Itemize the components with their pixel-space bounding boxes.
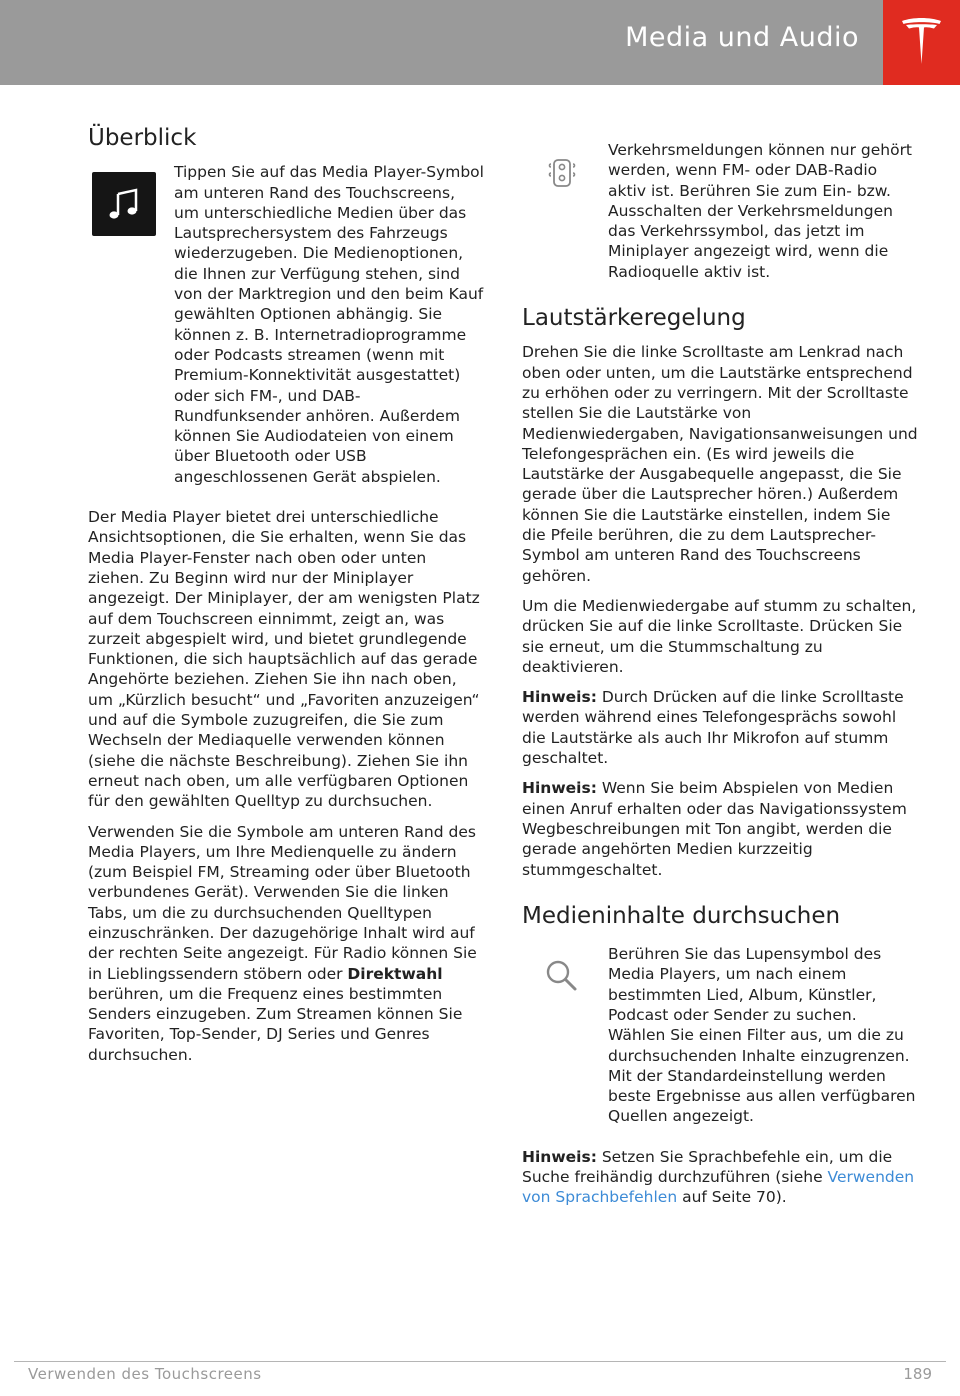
search-heading: Medieninhalte durchsuchen (522, 902, 841, 929)
voice-commands-link[interactable]: Verwenden von Sprachbefehlen (522, 1168, 915, 1207)
overview-heading: Überblick (88, 125, 197, 151)
volume-note-2: Hinweis: Wenn Sie beim Abspielen von Medien einen Anruf erhalten oder das Navigationssystem Wegbeschreibungen mit Ton angibt, werden die gerade angehörten Medien kurzzeitig stummgeschaltet. (522, 779, 907, 879)
volume-note-1: Hinweis: Durch Drücken auf die linke Scrolltaste werden während eines Telefongesprächs sowohl die Lautstärke als auch Ihr Mikrofon auf stumm geschaltet. (522, 688, 904, 768)
overview-paragraph-1: Der Media Player bietet drei unterschiedliche Ansichtsoptionen, die Sie erhalten, wenn Sie das Media Player-Fenster nach oben oder unten ziehen. Zu Beginn wird nur der Miniplayer angezeigt. Der Miniplayer, der am wenigsten Platz auf dem Touchscreen einnimmt, zeigt an, was zurzeit abgespielt wird, und bietet grundlegende Funktionen, die sich hauptsächlich auf das gerade Angehörte beziehen. Ziehen Sie ihn nach oben, um „Kürzlich besucht“ und „Favoriten anzuzeigen“ und auf die Symbole zuzugreifen, die Sie zum Wechseln der Mediaquelle verwenden können (siehe die nächste Beschreibung). Ziehen Sie ihn erneut nach oben, um alle verfügbaren Optionen für den gewählten Quelltyp zu durchsuchen. (88, 508, 480, 811)
music-note-icon (92, 172, 156, 236)
direct-tune-term: Direktwahl (347, 964, 443, 983)
traffic-note (522, 140, 918, 282)
right-column (522, 140, 918, 1218)
search-note-hint: Hinweis: Setzen Sie Sprachbefehle ein, um die Suche freihändig durchzuführen (siehe Verwenden von Sprachbefehlen auf Seite 70). (522, 1147, 915, 1207)
tesla-logo-icon (901, 16, 942, 68)
media-player-note-text: Tippen Sie auf das Media Player-Symbol am unteren Rand des Touchscreens, um unterschiedliche Medien über das Lautsprechersystem des Fahrzeugs wiederzugeben. Die Medienoptionen, die Ihnen zur Verfügung stehen, sind von der Marktregion und den beim Kauf gewählten Optionen abhängig. Sie können z. B. Internetradioprogramme oder Podcasts streamen (wenn mit Premium-Konnektivität ausgestattet) oder sich FM-, und DAB-Rundfunksender anhören. Außerdem können Sie Audiodateien von einem über Bluetooth oder USB angeschlossenen Gerät abspielen. (174, 163, 484, 486)
page-header (0, 0, 883, 85)
search-note (522, 944, 918, 1127)
media-player-note (88, 162, 484, 487)
magnifier-icon (544, 958, 580, 994)
traffic-light-icon (548, 156, 576, 192)
search-note-text: Berühren Sie das Lupensymbol des Media Players, um nach einem bestimmten Lied, Album, Künstler, Podcast oder Sender zu suchen. Wählen Sie einen Filter aus, um die zu durchsuchenden Inhalte einzugrenzen. Mit der Standardeinstellung werden beste Ergebnisse aus allen verfügbaren Quellen angezeigt. (608, 945, 916, 1126)
volume-paragraph-1: Drehen Sie die linke Scrolltaste am Lenkrad nach oben oder unten, um die Lautstärke entsprechend zu erhöhen oder zu verringern. Mit der Scrolltaste stellen Sie die Lautstärke von Medienwiedergaben, Navigationsanweisungen und Telefongesprächen ein. (Es wird jeweils die Lautstärke der Ausgabequelle angepasst, die Sie gerade über die Lautsprecher hören.) Außerdem können Sie die Lautstärke einstellen, indem Sie die Pfeile berühren, die zu dem Lautsprecher-Symbol am unteren Rand des Touchscreens gehören. (522, 343, 918, 585)
footer-divider (14, 1361, 946, 1362)
page-number: 189 (903, 1365, 932, 1383)
footer-section-title: Verwenden des Touchscreens (28, 1365, 262, 1383)
brand-logo (883, 0, 960, 85)
left-column (88, 125, 484, 1075)
volume-paragraph-2: Um die Medienwiedergabe auf stumm zu schalten, drücken Sie auf die linke Scrolltaste. Drücken Sie sie erneut, um die Stummschaltung zu deaktivieren. (522, 596, 917, 676)
volume-heading: Lautstärkeregelung (522, 305, 746, 332)
overview-paragraph-2: Verwenden Sie die Symbole am unteren Rand des Media Players, um Ihre Medienquelle zu ändern (zum Beispiel FM, Streaming oder über Bluetooth verbundenes Gerät). Verwenden Sie die linken Tabs, um die zu durchsuchenden Quelltypen einzuschränken. Der dazugehörige Inhalt wird auf der rechten Seite angezeigt. Für Radio können Sie in Lieblingssendern stöbern oder Direktwahl berühren, um die Frequenz eines bestimmten Senders einzugeben. Zum Streamen können Sie Favoriten, Top-Sender, DJ Series und Genres durchsuchen. (88, 822, 477, 1064)
traffic-note-text: Verkehrsmeldungen können nur gehört werden, wenn FM- oder DAB-Radio aktiv ist. Berühren Sie zum Ein- bzw. Ausschalten der Verkehrsmeldungen das Verkehrssymbol, das jetzt im Miniplayer angezeigt wird, wenn die Radioquelle aktiv ist. (608, 141, 913, 281)
page-header-title: Media und Audio (625, 22, 859, 53)
